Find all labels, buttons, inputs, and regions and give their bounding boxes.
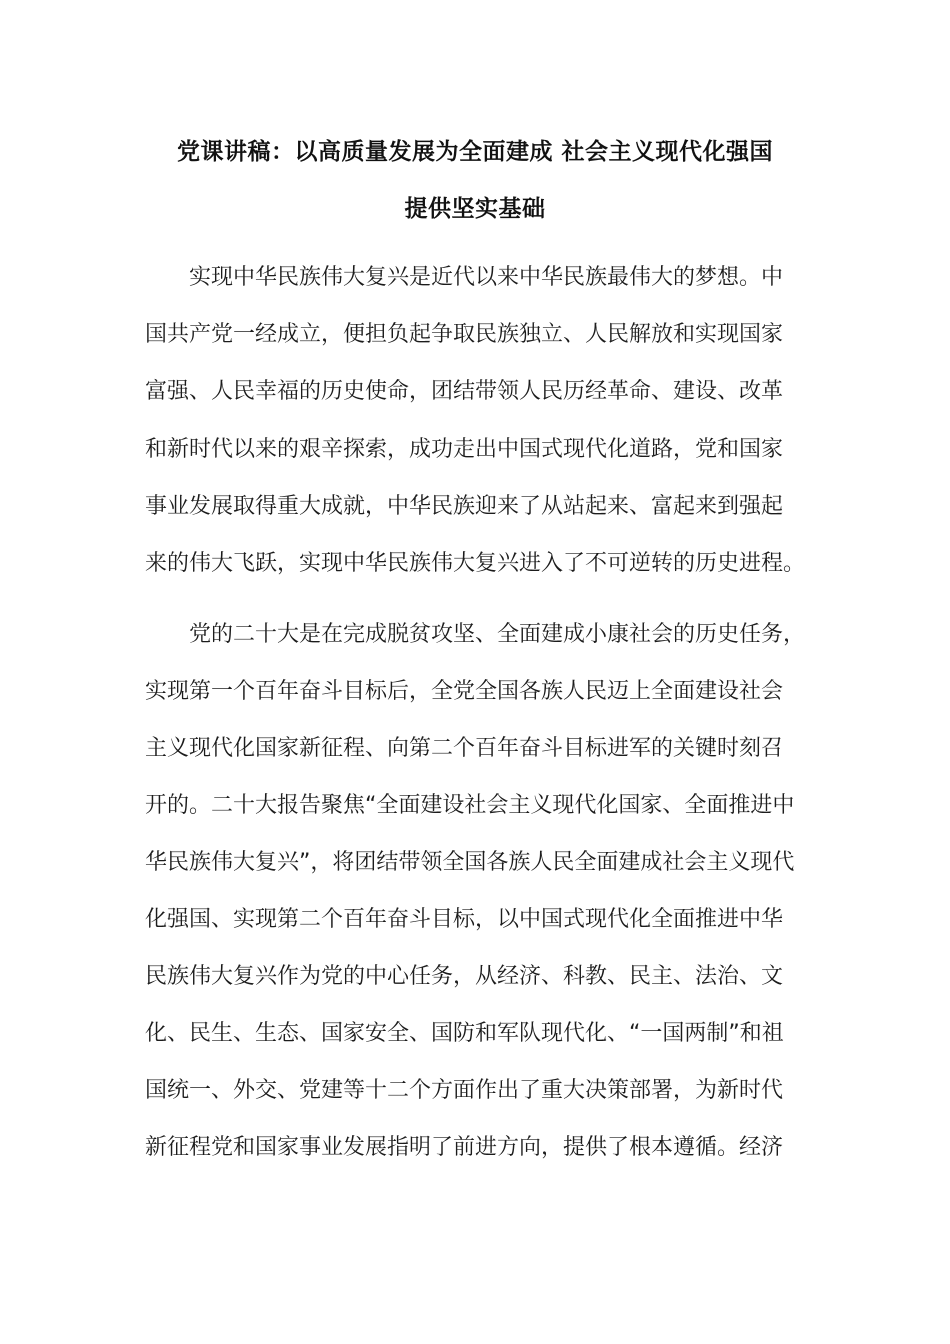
paragraph-1-line-5: 事业发展取得重大成就，中华民族迎来了从站起来、富起来到强起 bbox=[145, 494, 784, 519]
paragraph-1-line-3: 富强、人民幸福的历史使命，团结带领人民历经革命、建设、改革 bbox=[145, 379, 784, 404]
paragraph-2-line-10: 新征程党和国家事业发展指明了前进方向，提供了根本遵循。经济 bbox=[145, 1135, 784, 1160]
paragraph-2-line-7: 民族伟大复兴作为党的中心任务，从经济、科教、民主、法治、文 bbox=[145, 964, 784, 989]
paragraph-2-line-3: 主义现代化国家新征程、向第二个百年奋斗目标进军的关键时刻召 bbox=[145, 736, 784, 761]
paragraph-2-line-8: 化、民生、生态、国家安全、国防和军队现代化、“一国两制”和祖 bbox=[145, 1021, 784, 1046]
paragraph-2-line-6: 化强国、实现第二个百年奋斗目标，以中国式现代化全面推进中华 bbox=[145, 907, 784, 932]
paragraph-2-line-4: 开的。二十大报告聚焦“全面建设社会主义现代化国家、全面推进中 bbox=[145, 793, 795, 818]
document-title-line-2: 提供坚实基础 bbox=[404, 196, 546, 222]
paragraph-2-line-2: 实现第一个百年奋斗目标后，全党全国各族人民迈上全面建设社会 bbox=[145, 679, 784, 704]
paragraph-1-line-1: 实现中华民族伟大复兴是近代以来中华民族最伟大的梦想。中 bbox=[189, 265, 784, 290]
paragraph-1-line-2: 国共产党一经成立，便担负起争取民族独立、人民解放和实现国家 bbox=[145, 322, 784, 347]
paragraph-2-line-1: 党的二十大是在完成脱贫攻坚、全面建成小康社会的历史任务， bbox=[189, 622, 806, 647]
paragraph-2-line-9: 国统一、外交、党建等十二个方面作出了重大决策部署，为新时代 bbox=[145, 1078, 784, 1103]
paragraph-1-line-6: 来的伟大飞跃，实现中华民族伟大复兴进入了不可逆转的历史进程。 bbox=[145, 551, 806, 576]
document-title-line-1: 党课讲稿：以高质量发展为全面建成 社会主义现代化强国 bbox=[176, 139, 773, 165]
paragraph-2-line-5: 华民族伟大复兴”，将团结带领全国各族人民全面建成社会主义现代 bbox=[145, 850, 795, 875]
paragraph-1-line-4: 和新时代以来的艰辛探索，成功走出中国式现代化道路，党和国家 bbox=[145, 437, 784, 462]
